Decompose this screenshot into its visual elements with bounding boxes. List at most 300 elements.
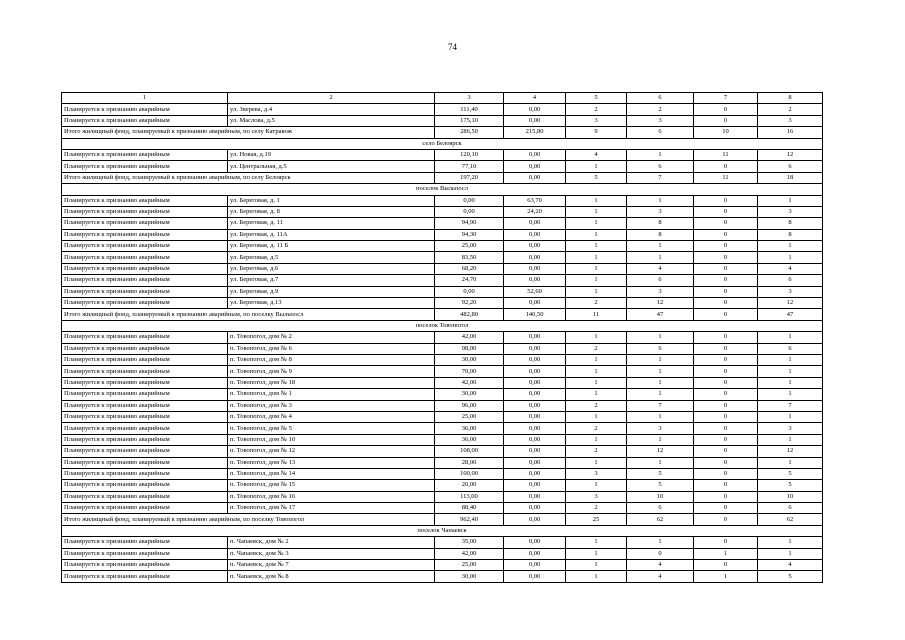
table-row xyxy=(62,229,823,240)
section-heading-row xyxy=(62,138,823,149)
value-cell: 1 xyxy=(758,332,823,343)
value-cell: 111,40 xyxy=(435,104,504,115)
value-cell: 0,00 xyxy=(504,354,566,365)
total-value: 18 xyxy=(758,172,823,183)
total-value: 0 xyxy=(694,514,758,525)
section-heading: поселок Чапаевск xyxy=(62,525,823,536)
value-cell: 6 xyxy=(627,275,694,286)
value-cell: 6 xyxy=(627,503,694,514)
address-cell: ул. Береговая, д. 11А xyxy=(228,229,435,240)
value-cell: 0,00 xyxy=(504,377,566,388)
address-cell: ул. Зверева, д.4 xyxy=(228,104,435,115)
address-cell: п. Товопогол, дом № 15 xyxy=(228,480,435,491)
address-cell: п. Чапаевск, дом № 7 xyxy=(228,560,435,571)
value-cell: 1 xyxy=(758,195,823,206)
value-cell: 0,00 xyxy=(504,571,566,582)
status-cell: Планируется к признанию аварийным xyxy=(62,104,228,115)
value-cell: 4 xyxy=(758,263,823,274)
value-cell: 68,20 xyxy=(435,263,504,274)
status-cell: Планируется к признанию аварийным xyxy=(62,537,228,548)
total-row xyxy=(62,172,823,183)
total-value: 47 xyxy=(627,309,694,320)
value-cell: 0 xyxy=(694,241,758,252)
value-cell: 0 xyxy=(694,434,758,445)
value-cell: 3 xyxy=(627,423,694,434)
value-cell: 70,00 xyxy=(435,366,504,377)
status-cell: Планируется к признанию аварийным xyxy=(62,446,228,457)
table-row xyxy=(62,206,823,217)
value-cell: 36,00 xyxy=(435,434,504,445)
value-cell: 24,20 xyxy=(504,206,566,217)
address-cell: п. Товопогол, дом № 10 xyxy=(228,434,435,445)
value-cell: 4 xyxy=(627,560,694,571)
total-value: 0,00 xyxy=(504,514,566,525)
value-cell: 1 xyxy=(758,411,823,422)
status-cell: Планируется к признанию аварийным xyxy=(62,423,228,434)
value-cell: 94,30 xyxy=(435,229,504,240)
value-cell: 3 xyxy=(627,115,694,126)
status-cell: Планируется к признанию аварийным xyxy=(62,275,228,286)
value-cell: 0,00 xyxy=(504,275,566,286)
table-row xyxy=(62,298,823,309)
table-row xyxy=(62,366,823,377)
address-cell: п. Чапаевск, дом № 2 xyxy=(228,537,435,548)
address-cell: п. Товопогол, дом № 18 xyxy=(228,377,435,388)
value-cell: 10 xyxy=(758,491,823,502)
address-cell: ул. Береговая, д.13 xyxy=(228,298,435,309)
total-value: 9 xyxy=(566,127,627,138)
value-cell: 42,00 xyxy=(435,548,504,559)
status-cell: Планируется к признанию аварийным xyxy=(62,218,228,229)
value-cell: 1 xyxy=(566,161,627,172)
status-cell: Планируется к признанию аварийным xyxy=(62,389,228,400)
section-heading: село Белоярск xyxy=(62,138,823,149)
address-cell: п. Товопогол, дом № 3 xyxy=(228,400,435,411)
value-cell: 8 xyxy=(758,218,823,229)
status-cell: Планируется к признанию аварийным xyxy=(62,149,228,160)
value-cell: 3 xyxy=(566,468,627,479)
table-row xyxy=(62,468,823,479)
value-cell: 1 xyxy=(566,241,627,252)
value-cell: 0 xyxy=(694,263,758,274)
value-cell: 0,00 xyxy=(504,400,566,411)
value-cell: 5 xyxy=(627,480,694,491)
value-cell: 12 xyxy=(627,446,694,457)
value-cell: 1 xyxy=(758,354,823,365)
value-cell: 0 xyxy=(694,286,758,297)
value-cell: 88,40 xyxy=(435,503,504,514)
status-cell: Планируется к признанию аварийным xyxy=(62,377,228,388)
value-cell: 0 xyxy=(694,400,758,411)
value-cell: 2 xyxy=(566,298,627,309)
value-cell: 7 xyxy=(627,400,694,411)
value-cell: 0 xyxy=(694,491,758,502)
value-cell: 1 xyxy=(758,537,823,548)
value-cell: 5 xyxy=(758,571,823,582)
value-cell: 0 xyxy=(694,195,758,206)
value-cell: 1 xyxy=(627,354,694,365)
value-cell: 1 xyxy=(627,389,694,400)
value-cell: 10 xyxy=(627,491,694,502)
total-value: 47 xyxy=(758,309,823,320)
address-cell: ул. Береговая, д.6 xyxy=(228,263,435,274)
status-cell: Планируется к признанию аварийным xyxy=(62,206,228,217)
table-header-row xyxy=(62,93,823,104)
value-cell: 6 xyxy=(758,343,823,354)
total-value: 62 xyxy=(758,514,823,525)
value-cell: 0 xyxy=(694,218,758,229)
value-cell: 83,50 xyxy=(435,252,504,263)
column-header: 3 xyxy=(435,93,504,104)
status-cell: Планируется к признанию аварийным xyxy=(62,229,228,240)
table-row xyxy=(62,149,823,160)
value-cell: 4 xyxy=(566,149,627,160)
column-header: 2 xyxy=(228,93,435,104)
value-cell: 0,00 xyxy=(504,503,566,514)
address-cell: п. Товопогол, дом № 12 xyxy=(228,446,435,457)
value-cell: 0,00 xyxy=(504,263,566,274)
address-cell: ул. Береговая, д. 11 xyxy=(228,218,435,229)
value-cell: 0,00 xyxy=(504,332,566,343)
value-cell: 12 xyxy=(758,298,823,309)
section-heading-row xyxy=(62,184,823,195)
column-header: 7 xyxy=(694,93,758,104)
table-row xyxy=(62,457,823,468)
value-cell: 96,00 xyxy=(435,400,504,411)
value-cell: 0 xyxy=(694,229,758,240)
address-cell: ул. Береговая, д. 8 xyxy=(228,206,435,217)
table-row xyxy=(62,252,823,263)
total-value: 197,20 xyxy=(435,172,504,183)
value-cell: 5 xyxy=(758,468,823,479)
total-value: 286,50 xyxy=(435,127,504,138)
value-cell: 30,00 xyxy=(435,389,504,400)
table-row xyxy=(62,434,823,445)
value-cell: 0 xyxy=(627,548,694,559)
value-cell: 5 xyxy=(758,480,823,491)
value-cell: 0 xyxy=(694,377,758,388)
total-label: Итого жилищный фонд, планируемый к признанию аварийным, по селу Белоярск xyxy=(62,172,435,183)
value-cell: 1 xyxy=(566,218,627,229)
value-cell: 0 xyxy=(694,354,758,365)
value-cell: 0 xyxy=(694,537,758,548)
value-cell: 2 xyxy=(566,446,627,457)
status-cell: Планируется к признанию аварийным xyxy=(62,332,228,343)
value-cell: 2 xyxy=(566,343,627,354)
value-cell: 0 xyxy=(694,389,758,400)
table-row xyxy=(62,491,823,502)
total-label: Итого жилищный фонд, планируемый к признанию аварийным, по селу Катравож xyxy=(62,127,435,138)
value-cell: 0,00 xyxy=(504,149,566,160)
status-cell: Планируется к признанию аварийным xyxy=(62,411,228,422)
value-cell: 25,00 xyxy=(435,241,504,252)
section-heading: поселок Товопогол xyxy=(62,320,823,331)
value-cell: 1 xyxy=(627,195,694,206)
column-header: 4 xyxy=(504,93,566,104)
value-cell: 3 xyxy=(758,286,823,297)
table-row xyxy=(62,115,823,126)
value-cell: 0,00 xyxy=(504,491,566,502)
value-cell: 0,00 xyxy=(504,241,566,252)
table-row xyxy=(62,275,823,286)
status-cell: Планируется к признанию аварийным xyxy=(62,434,228,445)
section-heading: поселок Выльпосл xyxy=(62,184,823,195)
table-row xyxy=(62,343,823,354)
value-cell: 0,00 xyxy=(504,366,566,377)
section-heading-row xyxy=(62,525,823,536)
value-cell: 1 xyxy=(566,229,627,240)
value-cell: 0 xyxy=(694,252,758,263)
table-row xyxy=(62,423,823,434)
value-cell: 3 xyxy=(627,206,694,217)
total-label: Итого жилищный фонд, планируемый к признанию аварийным, по поселку Товопогол xyxy=(62,514,435,525)
table-row xyxy=(62,537,823,548)
address-cell: ул. Береговая, д. 11 Б xyxy=(228,241,435,252)
address-cell: п. Товопогол, дом № 2 xyxy=(228,332,435,343)
value-cell: 1 xyxy=(694,548,758,559)
address-cell: п. Товопогол, дом № 6 xyxy=(228,343,435,354)
total-value: 11 xyxy=(694,172,758,183)
value-cell: 94,90 xyxy=(435,218,504,229)
total-row xyxy=(62,309,823,320)
value-cell: 1 xyxy=(566,366,627,377)
table-row xyxy=(62,263,823,274)
value-cell: 1 xyxy=(566,571,627,582)
value-cell: 1 xyxy=(566,377,627,388)
value-cell: 24,70 xyxy=(435,275,504,286)
value-cell: 0 xyxy=(694,366,758,377)
value-cell: 0,00 xyxy=(504,343,566,354)
value-cell: 0,00 xyxy=(504,104,566,115)
value-cell: 0,00 xyxy=(504,411,566,422)
value-cell: 1 xyxy=(694,571,758,582)
status-cell: Планируется к признанию аварийным xyxy=(62,400,228,411)
value-cell: 25,00 xyxy=(435,411,504,422)
status-cell: Планируется к признанию аварийным xyxy=(62,354,228,365)
value-cell: 4 xyxy=(627,571,694,582)
value-cell: 0,00 xyxy=(504,537,566,548)
value-cell: 1 xyxy=(566,275,627,286)
value-cell: 77,10 xyxy=(435,161,504,172)
value-cell: 0 xyxy=(694,411,758,422)
table-row xyxy=(62,571,823,582)
value-cell: 7 xyxy=(758,400,823,411)
value-cell: 0 xyxy=(694,104,758,115)
value-cell: 1 xyxy=(627,434,694,445)
table-row xyxy=(62,286,823,297)
total-value: 6 xyxy=(627,127,694,138)
value-cell: 35,00 xyxy=(435,537,504,548)
table-row xyxy=(62,161,823,172)
total-value: 62 xyxy=(627,514,694,525)
status-cell: Планируется к признанию аварийным xyxy=(62,241,228,252)
address-cell: п. Товопогол, дом № 16 xyxy=(228,491,435,502)
value-cell: 0,00 xyxy=(504,446,566,457)
total-value: 0 xyxy=(694,309,758,320)
value-cell: 12 xyxy=(627,298,694,309)
value-cell: 92,20 xyxy=(435,298,504,309)
total-value: 10 xyxy=(694,127,758,138)
table-row xyxy=(62,411,823,422)
total-value: 16 xyxy=(758,127,823,138)
value-cell: 0,00 xyxy=(435,286,504,297)
value-cell: 2 xyxy=(566,400,627,411)
housing-stock-table xyxy=(61,92,823,583)
value-cell: 6 xyxy=(627,343,694,354)
status-cell: Планируется к признанию аварийным xyxy=(62,548,228,559)
value-cell: 1 xyxy=(627,377,694,388)
status-cell: Планируется к признанию аварийным xyxy=(62,468,228,479)
value-cell: 1 xyxy=(758,252,823,263)
status-cell: Планируется к признанию аварийным xyxy=(62,560,228,571)
address-cell: п. Товопогол, дом № 5 xyxy=(228,423,435,434)
value-cell: 36,00 xyxy=(435,423,504,434)
value-cell: 1 xyxy=(758,377,823,388)
status-cell: Планируется к признанию аварийным xyxy=(62,366,228,377)
total-value: 11 xyxy=(566,309,627,320)
value-cell: 2 xyxy=(566,104,627,115)
value-cell: 0,00 xyxy=(504,229,566,240)
status-cell: Планируется к признанию аварийным xyxy=(62,161,228,172)
address-cell: ул. Береговая, д.7 xyxy=(228,275,435,286)
address-cell: ул. Береговая, д.9 xyxy=(228,286,435,297)
status-cell: Планируется к признанию аварийным xyxy=(62,571,228,582)
value-cell: 100,00 xyxy=(435,468,504,479)
total-row xyxy=(62,514,823,525)
value-cell: 3 xyxy=(627,286,694,297)
value-cell: 1 xyxy=(627,411,694,422)
total-value: 215,80 xyxy=(504,127,566,138)
value-cell: 0,00 xyxy=(504,115,566,126)
value-cell: 0 xyxy=(694,332,758,343)
value-cell: 1 xyxy=(627,241,694,252)
value-cell: 0 xyxy=(694,446,758,457)
value-cell: 1 xyxy=(566,411,627,422)
value-cell: 12 xyxy=(758,446,823,457)
value-cell: 0 xyxy=(694,275,758,286)
value-cell: 0 xyxy=(694,480,758,491)
table-row xyxy=(62,548,823,559)
value-cell: 20,00 xyxy=(435,480,504,491)
value-cell: 1 xyxy=(627,366,694,377)
value-cell: 175,10 xyxy=(435,115,504,126)
value-cell: 120,10 xyxy=(435,149,504,160)
total-value: 0,00 xyxy=(504,172,566,183)
value-cell: 8 xyxy=(627,229,694,240)
value-cell: 6 xyxy=(758,503,823,514)
status-cell: Планируется к признанию аварийным xyxy=(62,298,228,309)
value-cell: 30,00 xyxy=(435,571,504,582)
column-header: 1 xyxy=(62,93,228,104)
status-cell: Планируется к признанию аварийным xyxy=(62,457,228,468)
value-cell: 1 xyxy=(758,434,823,445)
section-heading-row xyxy=(62,320,823,331)
value-cell: 3 xyxy=(566,491,627,502)
value-cell: 0,00 xyxy=(504,252,566,263)
value-cell: 63,70 xyxy=(504,195,566,206)
value-cell: 0,00 xyxy=(504,298,566,309)
table-row xyxy=(62,104,823,115)
value-cell: 0 xyxy=(694,206,758,217)
status-cell: Планируется к признанию аварийным xyxy=(62,503,228,514)
total-value: 140,50 xyxy=(504,309,566,320)
value-cell: 6 xyxy=(758,161,823,172)
address-cell: п. Товопогол, дом № 4 xyxy=(228,411,435,422)
value-cell: 3 xyxy=(758,423,823,434)
value-cell: 0,00 xyxy=(504,548,566,559)
address-cell: ул. Новая, д.19 xyxy=(228,149,435,160)
status-cell: Планируется к признанию аварийным xyxy=(62,115,228,126)
total-value: 7 xyxy=(627,172,694,183)
value-cell: 11 xyxy=(694,149,758,160)
value-cell: 1 xyxy=(566,389,627,400)
table-row xyxy=(62,503,823,514)
value-cell: 0,00 xyxy=(504,468,566,479)
value-cell: 1 xyxy=(566,286,627,297)
address-cell: п. Товопогол, дом № 17 xyxy=(228,503,435,514)
column-header: 8 xyxy=(758,93,823,104)
value-cell: 1 xyxy=(566,434,627,445)
value-cell: 1 xyxy=(566,195,627,206)
value-cell: 12 xyxy=(758,149,823,160)
table-row xyxy=(62,480,823,491)
value-cell: 1 xyxy=(566,480,627,491)
table-row xyxy=(62,446,823,457)
value-cell: 0 xyxy=(694,423,758,434)
value-cell: 2 xyxy=(758,104,823,115)
value-cell: 0 xyxy=(694,457,758,468)
value-cell: 28,00 xyxy=(435,457,504,468)
value-cell: 8 xyxy=(627,218,694,229)
value-cell: 0 xyxy=(694,560,758,571)
value-cell: 8 xyxy=(758,229,823,240)
value-cell: 1 xyxy=(566,548,627,559)
total-value: 962,40 xyxy=(435,514,504,525)
address-cell: п. Чапаевск, дом № 8 xyxy=(228,571,435,582)
value-cell: 0,00 xyxy=(504,457,566,468)
total-value: 5 xyxy=(566,172,627,183)
value-cell: 4 xyxy=(758,560,823,571)
address-cell: п. Чапаевск, дом № 3 xyxy=(228,548,435,559)
address-cell: ул. Маслова, д.5 xyxy=(228,115,435,126)
status-cell: Планируется к признанию аварийным xyxy=(62,480,228,491)
value-cell: 0 xyxy=(694,161,758,172)
value-cell: 1 xyxy=(627,252,694,263)
table-row xyxy=(62,377,823,388)
status-cell: Планируется к признанию аварийным xyxy=(62,263,228,274)
value-cell: 0 xyxy=(694,115,758,126)
value-cell: 6 xyxy=(627,161,694,172)
value-cell: 6 xyxy=(758,275,823,286)
value-cell: 3 xyxy=(566,115,627,126)
status-cell: Планируется к признанию аварийным xyxy=(62,286,228,297)
value-cell: 98,00 xyxy=(435,343,504,354)
address-cell: ул. Береговая, д.5 xyxy=(228,252,435,263)
value-cell: 0,00 xyxy=(435,206,504,217)
value-cell: 1 xyxy=(566,537,627,548)
value-cell: 0,00 xyxy=(504,423,566,434)
value-cell: 0,00 xyxy=(504,434,566,445)
value-cell: 0,00 xyxy=(504,218,566,229)
value-cell: 1 xyxy=(566,560,627,571)
table-row xyxy=(62,354,823,365)
address-cell: п. Товопогол, дом № 8 xyxy=(228,354,435,365)
address-cell: п. Товопогол, дом № 14 xyxy=(228,468,435,479)
value-cell: 1 xyxy=(758,366,823,377)
value-cell: 52,60 xyxy=(504,286,566,297)
value-cell: 3 xyxy=(758,115,823,126)
value-cell: 0 xyxy=(694,298,758,309)
